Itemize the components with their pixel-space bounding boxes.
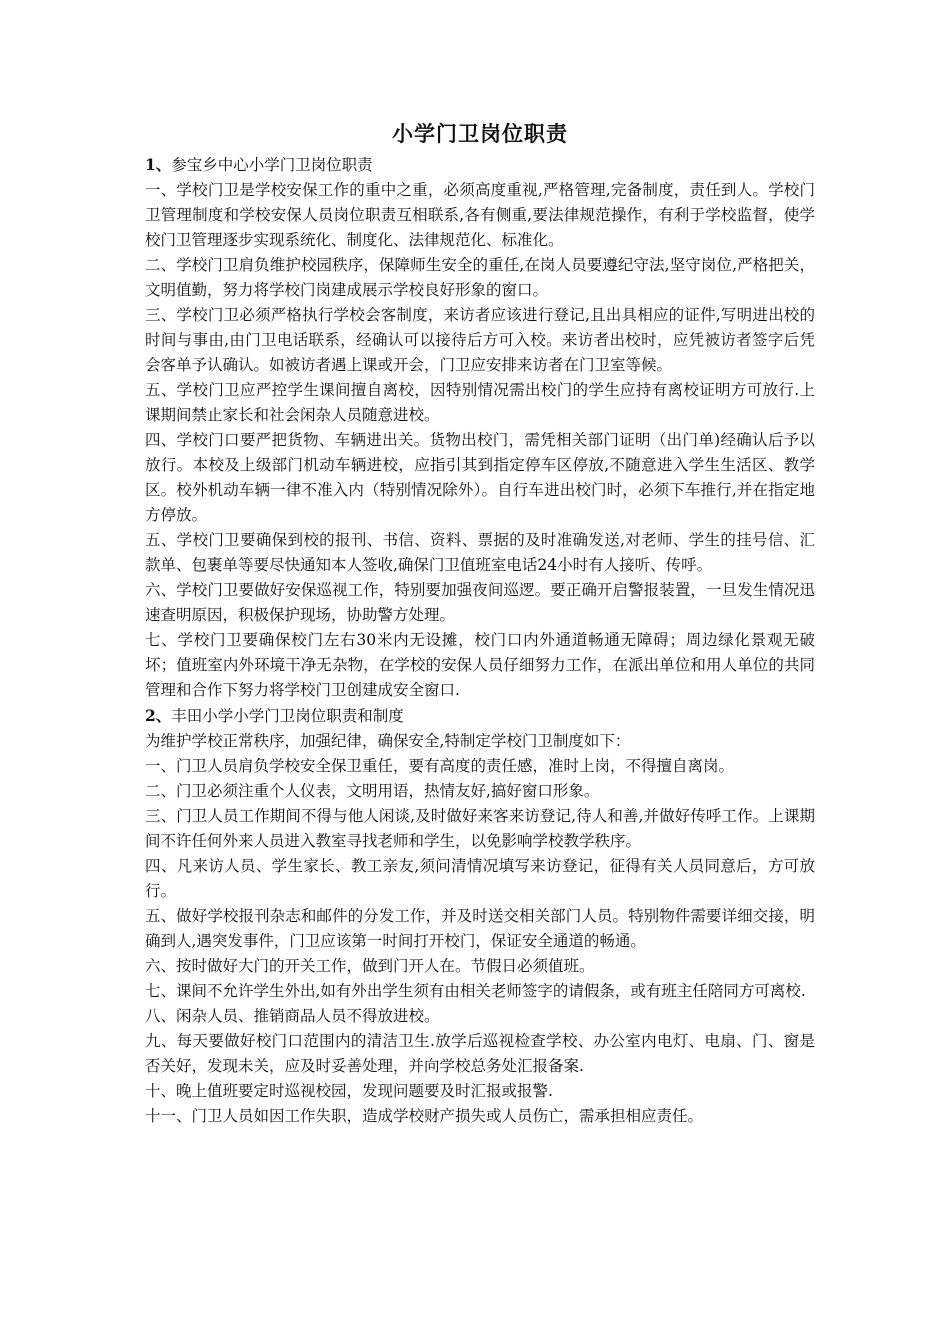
paragraph: 四、凡来访人员、学生家长、教工亲友,须问清情况填写来访登记，征得有关人员同意后，方可放行。 xyxy=(145,857,815,900)
section-heading xyxy=(145,152,815,178)
section-number: 2、 xyxy=(145,706,172,725)
paragraph: 十、晚上值班要定时巡视校园，发现问题要及时汇报或报警. xyxy=(145,1082,553,1100)
paragraph: 六、按时做好大门的开关工作，做到门开人在。节假日必须值班。 xyxy=(145,957,595,975)
paragraph: 八、闲杂人员、推销商品人员不得放进校。 xyxy=(145,1007,440,1025)
paragraph: 三、学校门卫必须严格执行学校会客制度，来访者应该进行登记,且出具相应的证件,写明进出校的时间与事由,由门卫电话联系，经确认可以接待后方可入校。来访者出校时，应凭被访者签字后凭会客单予认确认。如被访者遇上课或开会，门卫应安排来访者在门卫室等候。 xyxy=(145,306,815,374)
section-1 xyxy=(145,152,815,703)
paragraph: 一、门卫人员肩负学校安全保卫重任，要有高度的责任感，准时上岗，不得擅自离岗。 xyxy=(145,757,735,775)
paragraph: 二、门卫必须注重个人仪表，文明用语，热情友好,搞好窗口形象。 xyxy=(145,782,600,800)
section-heading xyxy=(145,703,815,729)
paragraph: 五、学校门卫应严控学生课间擅自离校，因特别情况需出校门的学生应持有离校证明方可放行.上课期间禁止家长和社会闲杂人员随意进校。 xyxy=(145,381,815,424)
section-number: 1、 xyxy=(145,155,172,174)
document-page xyxy=(145,118,815,1129)
section-title: 参宝乡中心小学门卫岗位职责 xyxy=(171,156,373,174)
paragraph: 一、学校门卫是学校安保工作的重中之重，必须高度重视,严格管理,完备制度，责任到人。学校门卫管理制度和学校安保人员岗位职责互相联系,各有侧重,要法律规范操作，有利于学校监督，使学校门卫管理逐步实现系统化、制度化、法律规范化、标准化。 xyxy=(145,181,815,249)
paragraph: 三、门卫人员工作期间不得与他人闲谈,及时做好来客来访登记,待人和善,并做好传呼工作。上课期间不许任何外来人员进入教室寻找老师和学生，以免影响学校教学秩序。 xyxy=(145,807,815,850)
paragraph: 五、做好学校报刊杂志和邮件的分发工作，并及时送交相关部门人员。特别物件需要详细交接，明确到人,遇突发事件，门卫应该第一时间打开校门，保证安全通道的畅通。 xyxy=(145,907,815,950)
section-title: 丰田小学小学门卫岗位职责和制度 xyxy=(171,707,404,725)
paragraph: 六、学校门卫要做好安保巡视工作，特别要加强夜间巡逻。要正确开启警报装置，一旦发生情况迅速查明原因，积极保护现场，协助警方处理。 xyxy=(145,581,815,624)
paragraph: 七、学校门卫要确保校门左右30米内无设摊，校门口内外通道畅通无障碍；周边绿化景观无破坏；值班室内外环境干净无杂物，在学校的安保人员仔细努力工作，在派出单位和用人单位的共同管理和合作下努力将学校门卫创建成安全窗口. xyxy=(145,631,815,699)
document-title: 小学门卫岗位职责 xyxy=(392,121,568,146)
section-2 xyxy=(145,703,815,1129)
paragraph: 九、每天要做好校门口范围内的清洁卫生.放学后巡视检查学校、办公室内电灯、电扇、门、窗是否关好，发现未关，应及时妥善处理，并向学校总务处汇报备案. xyxy=(145,1032,815,1075)
paragraph: 四、学校门口要严把货物、车辆进出关。货物出校门，需凭相关部门证明（出门单)经确认后予以放行。本校及上级部门机动车辆进校，应指引其到指定停车区停放,不随意进入学生生活区、教学区。校外机动车辆一律不准入内（特别情况除外）。自行车进出校门时，必须下车推行,并在指定地方停放。 xyxy=(145,431,815,524)
paragraph: 二、学校门卫肩负维护校园秩序，保障师生安全的重任,在岗人员要遵纪守法,坚守岗位,严格把关，文明值勤，努力将学校门岗建成展示学校良好形象的窗口。 xyxy=(145,256,815,299)
paragraph: 七、课间不允许学生外出,如有外出学生须有由相关老师签字的请假条，或有班主任陪同方可离校. xyxy=(145,982,806,1000)
paragraph: 为维护学校正常秩序，加强纪律，确保安全,特制定学校门卫制度如下： xyxy=(145,732,631,750)
paragraph: 十一、门卫人员如因工作失职，造成学校财产损失或人员伤亡，需承担相应责任。 xyxy=(145,1107,704,1125)
paragraph: 五、学校门卫要确保到校的报刊、书信、资料、票据的及时准确发送,对老师、学生的挂号信、汇款单、包裹单等要尽快通知本人签收,确保门卫值班室电话24小时有人接听、传呼。 xyxy=(145,531,815,574)
